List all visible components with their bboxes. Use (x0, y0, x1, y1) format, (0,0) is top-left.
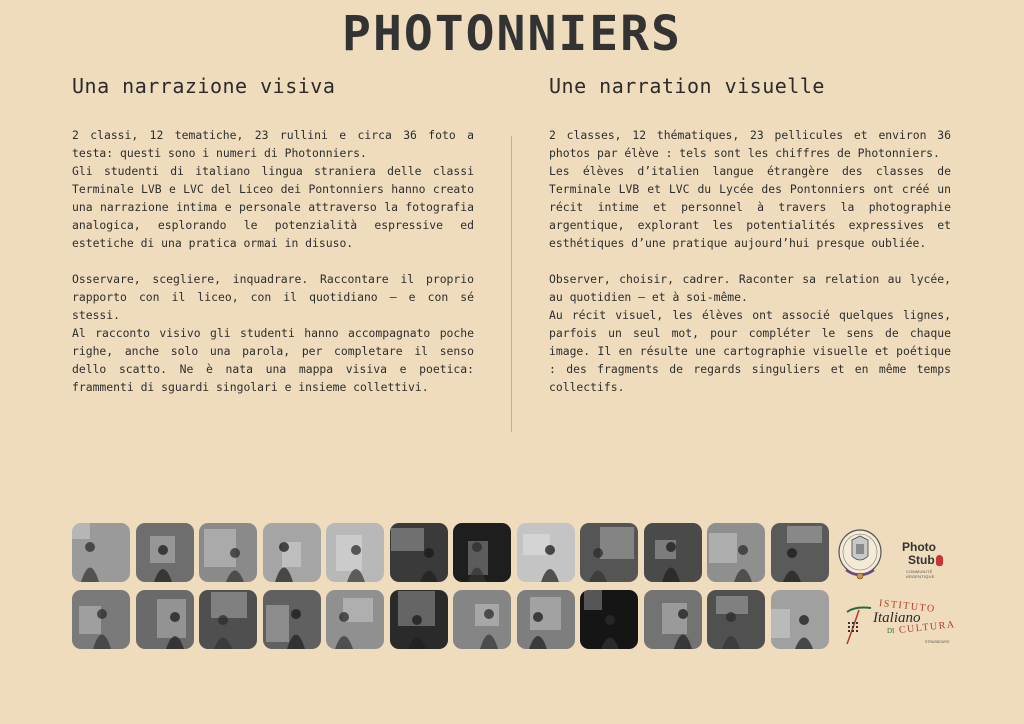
french-body (549, 126, 951, 396)
iic-line2: Italiano (873, 610, 921, 626)
french-column (549, 74, 951, 396)
italian-paragraph-4: Al racconto visivo gli studenti hanno accompagnato poche righe, anche solo una parola, per completare il senso dello scatto. Ne è nata una mappa visiva e poetica: frammenti di sguardi singolari e insieme collettivi. (72, 326, 474, 394)
photo-thumbnail (771, 590, 829, 649)
photo-thumbnail (453, 523, 511, 582)
photo-thumbnail (707, 523, 765, 582)
photo-thumbnail (580, 590, 638, 649)
photo-thumbnail (771, 523, 829, 582)
photo-grid (72, 523, 829, 649)
iic-line1: ISTITUTO (878, 598, 937, 615)
italian-paragraph-3: Osservare, scegliere, inquadrare. Raccontare il proprio rapporto con il liceo, con il quotidiano – e con sé stessi. (72, 272, 474, 322)
italian-paragraph-2: Gli studenti di italiano lingua straniera delle classi Terminale LVB e LVC del Liceo dei Pontonniers hanno creato una narrazione intima e personale attraverso la fotografia analogica, esplorando le potenzialità espressive ed estetiche di una pratica ormai in disuso. (72, 164, 474, 250)
photo-thumbnail (326, 523, 384, 582)
istituto-italiano-logo (845, 594, 955, 650)
photo-thumbnail (72, 590, 130, 649)
photo-thumbnail (199, 523, 257, 582)
iic-subtitle: STRASBOURG (925, 640, 950, 644)
photostub-logo (896, 538, 956, 578)
photo-thumbnail (136, 523, 194, 582)
iic-line4: CULTURA (898, 619, 957, 636)
french-heading: Une narration visuelle (549, 74, 825, 98)
italian-flag-icon (845, 604, 875, 644)
photo-thumbnail (707, 590, 765, 649)
iic-line3: DI (887, 627, 895, 635)
french-paragraph-4: Au récit visuel, les élèves ont associé quelques lignes, parfois un seul mot, pour compléter le sens de chaque image. Il en résulte une cartographie visuelle et poétique : des fragments de regards singuliers et en même temps collectifs. (549, 308, 951, 394)
school-emblem-icon (836, 526, 884, 584)
french-paragraph-1: 2 classes, 12 thématiques, 23 pellicules et environ 36 photos par élève : tels sont les chiffres de Photonniers. (549, 128, 951, 160)
italian-paragraph-1: 2 classi, 12 tematiche, 23 rullini e circa 36 foto a testa: questi sono i numeri di Photonniers. (72, 128, 474, 160)
photo-thumbnail (199, 590, 257, 649)
photo-thumbnail (453, 590, 511, 649)
photo-thumbnail (644, 523, 702, 582)
french-paragraph-3: Observer, choisir, cadrer. Raconter sa relation au lycée, au quotidien – et à soi-même. (549, 272, 951, 304)
photostub-subtitle: COMMUNITÉ ARGENTIQUE (906, 569, 935, 579)
photostub-line1: Photo (902, 540, 936, 554)
photo-thumbnail (517, 590, 575, 649)
column-divider (511, 136, 512, 432)
photo-thumbnail (136, 590, 194, 649)
italian-body (72, 126, 474, 396)
italian-column (72, 74, 474, 396)
photo-thumbnail (263, 590, 321, 649)
photo-thumbnail (390, 523, 448, 582)
photo-thumbnail (390, 590, 448, 649)
photo-thumbnail (580, 523, 638, 582)
french-paragraph-2: Les élèves d’italien langue étrangère des classes de Terminale LVB et LVC du Lycée des Pontonniers ont créé un récit intime et personnel à travers la photographie argentique, explorant les potentialités expressives et esthétiques d’une pratique aujourd’hui presque oubliée. (549, 164, 951, 250)
photostub-line2: Stub (908, 553, 935, 567)
page-title: PHOTONNIERS (342, 6, 682, 62)
photo-thumbnail (517, 523, 575, 582)
photo-thumbnail (326, 590, 384, 649)
photo-thumbnail (263, 523, 321, 582)
italian-heading: Una narrazione visiva (72, 74, 336, 98)
photo-thumbnail (644, 590, 702, 649)
photo-thumbnail (72, 523, 130, 582)
photostub-dot-icon (936, 555, 943, 566)
